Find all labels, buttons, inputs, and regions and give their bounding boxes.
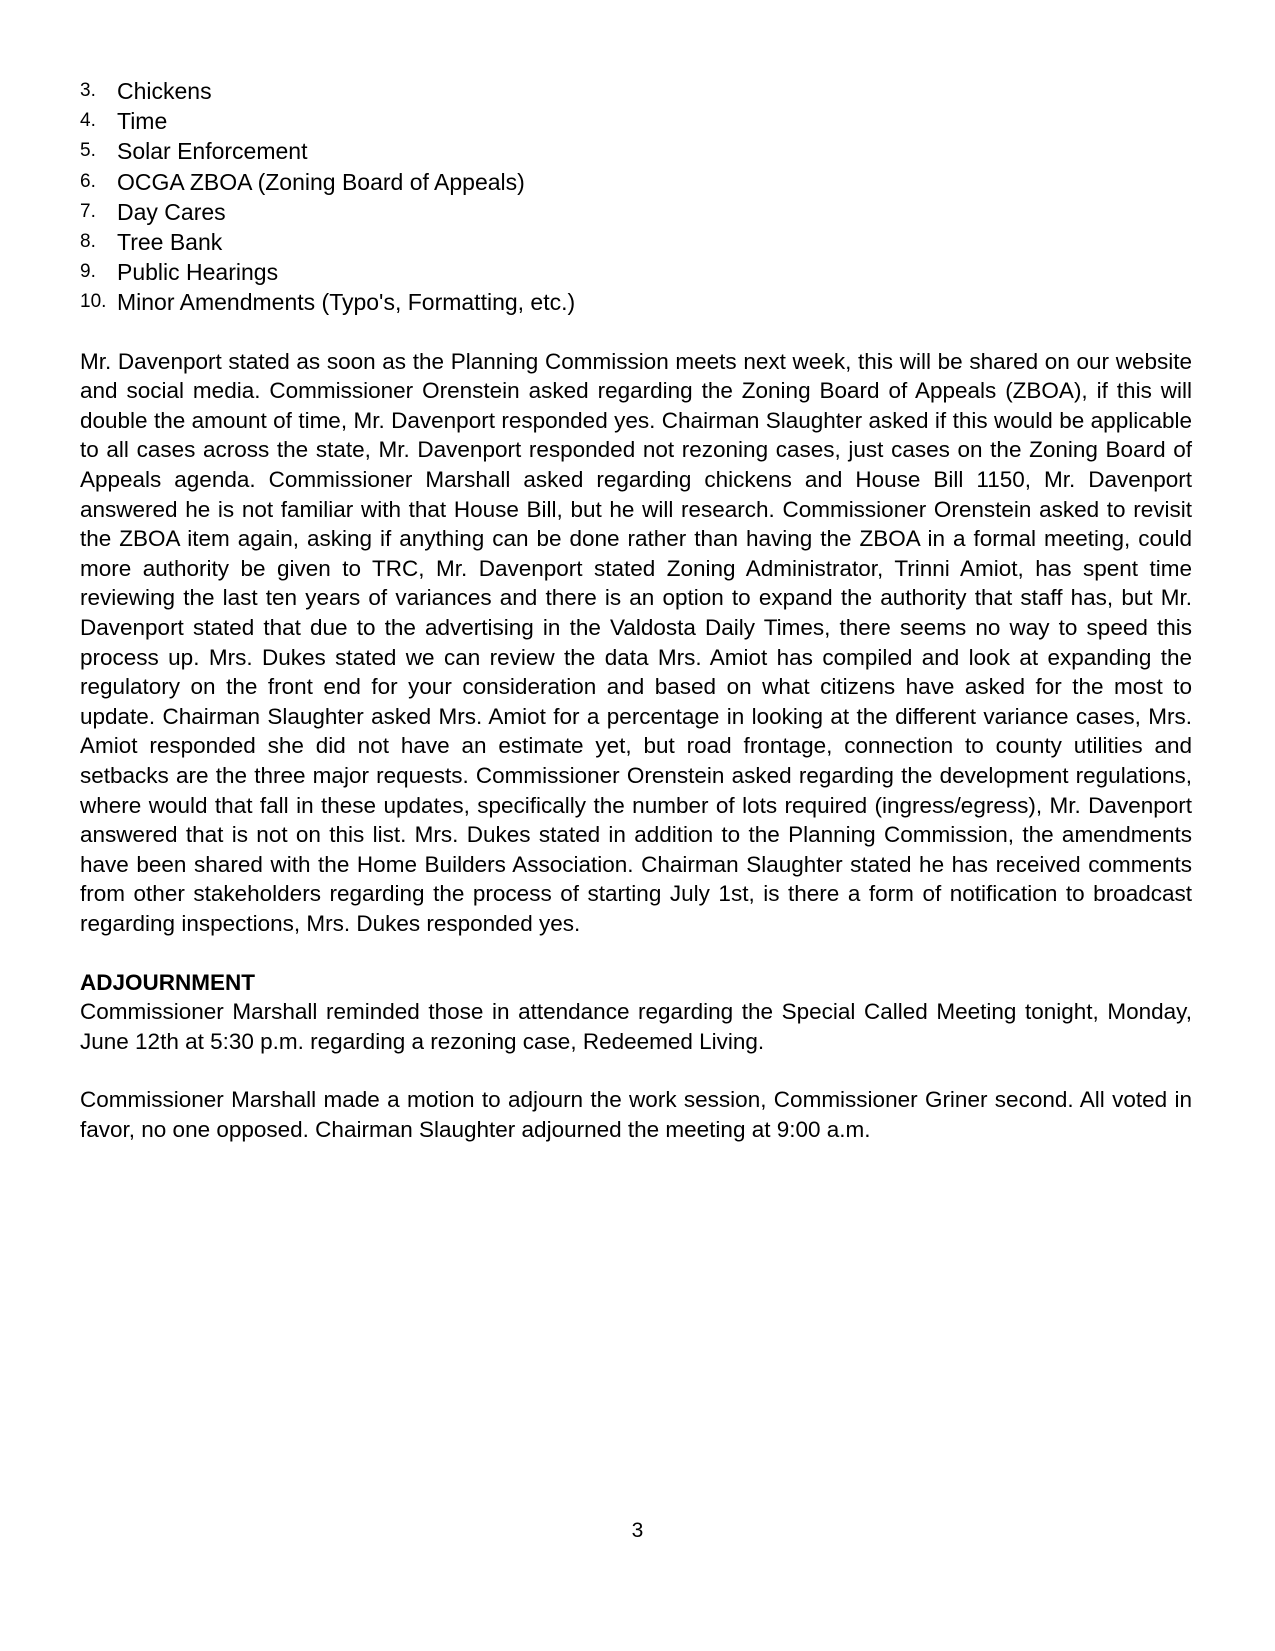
page-number: 3	[631, 1519, 644, 1542]
list-item-number: 5.	[80, 140, 96, 162]
list-item	[80, 287, 1192, 317]
discussion-paragraph: Mr. Davenport stated as soon as the Planning Commission meets next week, this will be shared on our website and social media. Commissioner Orenstein asked regarding the Zoning Board of Appeals (ZBOA), if this will double the amount of time, Mr. Davenport responded yes. Chairman Slaughter asked if this would be applicable to all cases across the state, Mr. Davenport responded not rezoning cases, just cases on the Zoning Board of Appeals agenda. Commissioner Marshall asked regarding chickens and House Bill 1150, Mr. Davenport answered he is not familiar with that House Bill, but he will research. Commissioner Orenstein asked to revisit the ZBOA item again, asking if anything can be done rather than having the ZBOA in a formal meeting, could more authority be given to TRC, Mr. Davenport stated Zoning Administrator, Trinni Amiot, has spent time reviewing the last ten years of variances and there is an option to expand the authority that staff has, but Mr. Davenport stated that due to the advertising in the Valdosta Daily Times, there seems no way to speed this process up. Mrs. Dukes stated we can review the data Mrs. Amiot has compiled and look at expanding the regulatory on the front end for your consideration and based on what citizens have asked for the most to update. Chairman Slaughter asked Mrs. Amiot for a percentage in looking at the different variance cases, Mrs. Amiot responded she did not have an estimate yet, but road frontage, connection to county utilities and setbacks are the three major requests. Commissioner Orenstein asked regarding the development regulations, where would that fall in these updates, specifically the number of lots required (ingress/egress), Mr. Davenport answered that is not on this list. Mrs. Dukes stated in addition to the Planning Commission, the amendments have been shared with the Home Builders Association. Chairman Slaughter stated he has received comments from other stakeholders regarding the process of starting July 1st, is there a form of notification to broadcast regarding inspections, Mrs. Dukes responded yes.	[80, 348, 1192, 936]
adjournment-motion-paragraph: Commissioner Marshall made a motion to adjourn the work session, Commissioner Griner second. All voted in favor, no one opposed. Chairman Slaughter adjourned the meeting at 9:00 a.m.	[80, 1087, 1192, 1142]
list-item	[80, 197, 1192, 227]
list-item	[80, 76, 1192, 106]
list-item-number: 7.	[80, 200, 96, 222]
list-item-label: Solar Enforcement	[117, 138, 308, 165]
list-item-label: Tree Bank	[117, 229, 223, 256]
list-item-number: 3.	[80, 80, 96, 101]
list-item	[80, 106, 1192, 136]
list-item-label: Time	[117, 108, 168, 135]
agenda-list	[80, 76, 1192, 318]
list-item	[80, 257, 1192, 287]
list-item-label: Minor Amendments (Typo's, Formatting, etc.)	[117, 289, 576, 316]
list-item-label: Chickens	[117, 78, 212, 104]
list-item-number: 8.	[80, 231, 96, 253]
list-item-label: Day Cares	[117, 198, 226, 225]
list-item-number: 4.	[80, 110, 96, 132]
list-item-number: 6.	[80, 170, 96, 192]
list-item-number: 10.	[80, 291, 107, 313]
adjournment-heading: ADJOURNMENT	[80, 969, 256, 995]
adjournment-reminder-paragraph: Commissioner Marshall reminded those in attendance regarding the Special Called Meeting tonight, Monday, June 12th at 5:30 p.m. regarding a rezoning case, Redeemed Living.	[80, 999, 1192, 1054]
list-item	[80, 167, 1192, 197]
list-item-label: OCGA ZBOA (Zoning Board of Appeals)	[117, 168, 525, 195]
list-item-label: Public Hearings	[117, 259, 279, 286]
list-item	[80, 136, 1192, 166]
document-page	[80, 76, 1192, 1144]
list-item	[80, 227, 1192, 257]
list-item-number: 9.	[80, 261, 96, 283]
